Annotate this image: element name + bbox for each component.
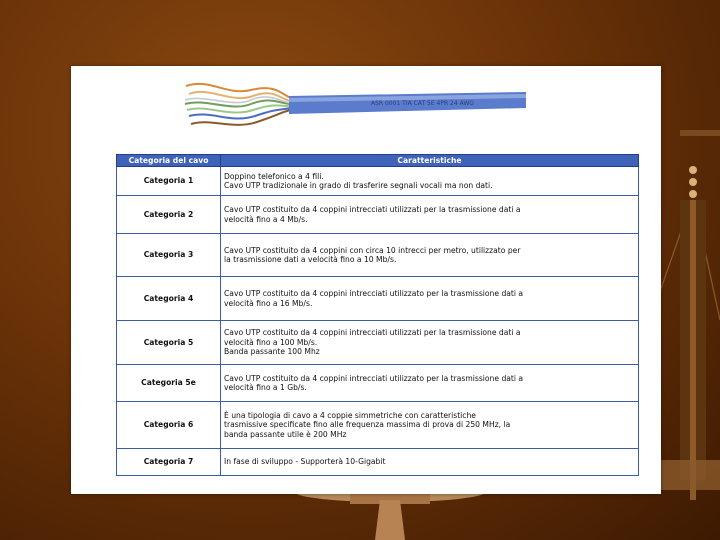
- row-category: Categoria 5: [117, 321, 221, 365]
- row-description: Cavo UTP costituito da 4 coppini intrecciati utilizzati per la trasmissione dati a velocità fino a 100 Mb/s. Banda passante 100 Mhz: [221, 321, 639, 365]
- row-description: Cavo UTP costituito da 4 coppini con circa 10 intrecci per metro, utilizzato per la trasmissione dati a velocità fino a 10 Mb/s.: [221, 234, 639, 277]
- row-category: Categoria 1: [117, 167, 221, 196]
- row-category: Categoria 7: [117, 449, 221, 476]
- row-category: Categoria 6: [117, 402, 221, 449]
- table-row: [117, 277, 639, 321]
- cable-categories-table: [116, 154, 639, 476]
- table-row: [117, 365, 639, 402]
- row-description: In fase di sviluppo - Supporterà 10-Gigabit: [221, 449, 639, 476]
- svg-text:ASR 0001 TIA CAT 5E 4PR 24 AWG: ASR 0001 TIA CAT 5E 4PR 24 AWG: [371, 100, 474, 107]
- row-description: Cavo UTP costituito da 4 coppini intrecciati utilizzati per la trasmissione dati a velocità fino a 4 Mb/s.: [221, 196, 639, 234]
- table-row: [117, 167, 639, 196]
- table-row: [117, 402, 639, 449]
- row-description: Doppino telefonico a 4 fili. Cavo UTP tradizionale in grado di trasferire segnali vocali ma non dati.: [221, 167, 639, 196]
- row-description: È una tipologia di cavo a 4 coppie simmetriche con caratteristiche trasmissive specificate fino alle frequenza massima di prova di 250 MHz, la banda passante utile è 200 MHz: [221, 402, 639, 449]
- table-row: [117, 321, 639, 365]
- row-description: Cavo UTP costituito da 4 coppini intrecciati utilizzato per la trasmissione dati a velocità fino a 16 Mb/s.: [221, 277, 639, 321]
- table-row: [117, 196, 639, 234]
- slide-panel: [71, 66, 661, 494]
- table-row: [117, 234, 639, 277]
- utp-cable-icon: [181, 74, 531, 134]
- row-description: Cavo UTP costituito da 4 coppini intrecciati utilizzato per la trasmissione dati a velocità fino a 1 Gb/s.: [221, 365, 639, 402]
- row-category: Categoria 4: [117, 277, 221, 321]
- header-characteristics: Caratteristiche: [221, 155, 639, 167]
- table-row: [117, 449, 639, 476]
- header-category: Categoria del cavo: [117, 155, 221, 167]
- row-category: Categoria 5e: [117, 365, 221, 402]
- row-category: Categoria 2: [117, 196, 221, 234]
- table-header-row: [117, 155, 639, 167]
- row-category: Categoria 3: [117, 234, 221, 277]
